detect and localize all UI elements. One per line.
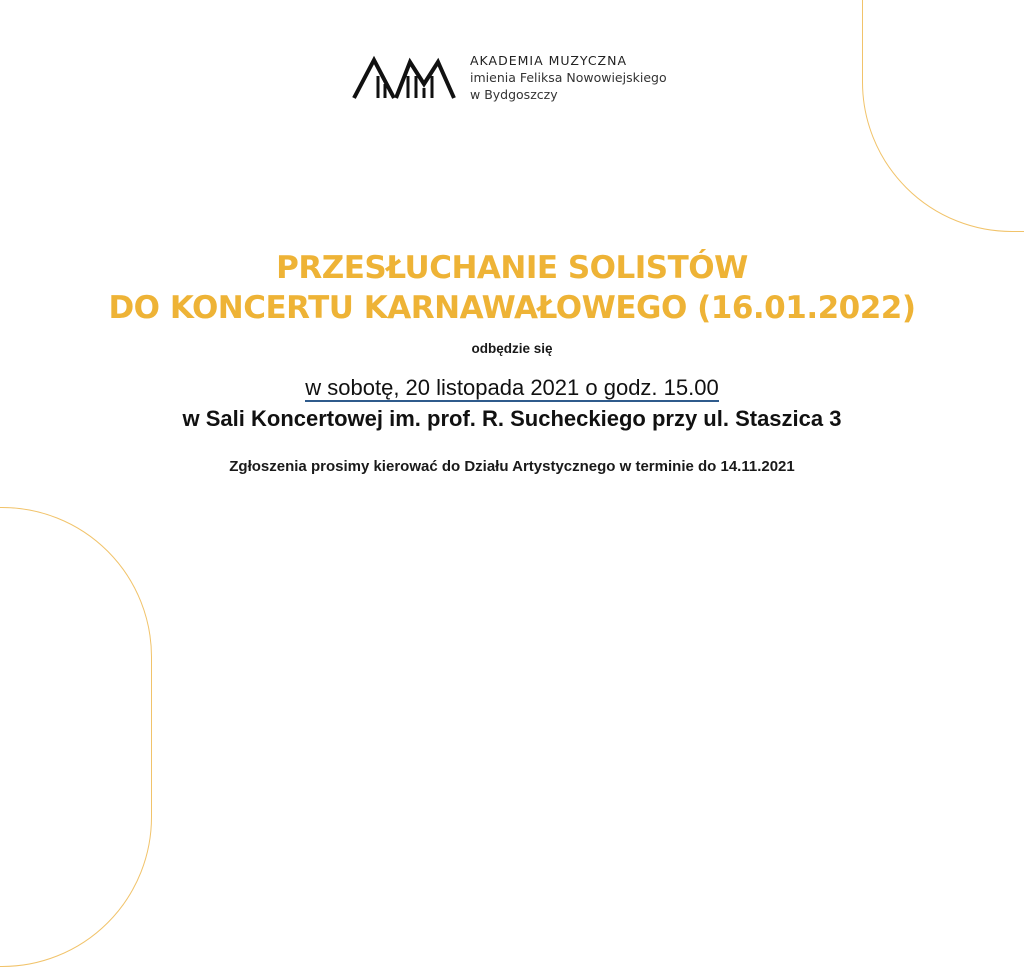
logo-text	[470, 52, 667, 103]
logo-line-2: imienia Feliksa Nowowiejskiego	[470, 70, 667, 85]
title-line-2: DO KONCERTU KARNAWAŁOWEGO (16.01.2022)	[108, 290, 916, 326]
subtitle: odbędzie się	[471, 341, 553, 356]
decorative-arc-top-right	[862, 0, 1024, 232]
registration-note: Zgłoszenia prosimy kierować do Działu Artystycznego w terminie do 14.11.2021	[229, 458, 795, 475]
logo-line-3: w Bydgoszczy	[470, 87, 558, 102]
event-date	[0, 374, 1024, 402]
page-title	[0, 248, 1024, 328]
am-monogram-icon	[352, 54, 456, 102]
academy-logo	[352, 52, 667, 103]
event-date-text: w sobotę, 20 listopada 2021 o godz. 15.00	[305, 375, 719, 400]
decorative-arc-bottom-left	[0, 507, 152, 967]
title-line-1: PRZESŁUCHANIE SOLISTÓW	[276, 250, 748, 286]
logo-line-1: AKADEMIA MUZYCZNA	[470, 53, 628, 68]
event-venue: w Sali Koncertowej im. prof. R. Sucheckiego przy ul. Staszica 3	[182, 406, 842, 431]
